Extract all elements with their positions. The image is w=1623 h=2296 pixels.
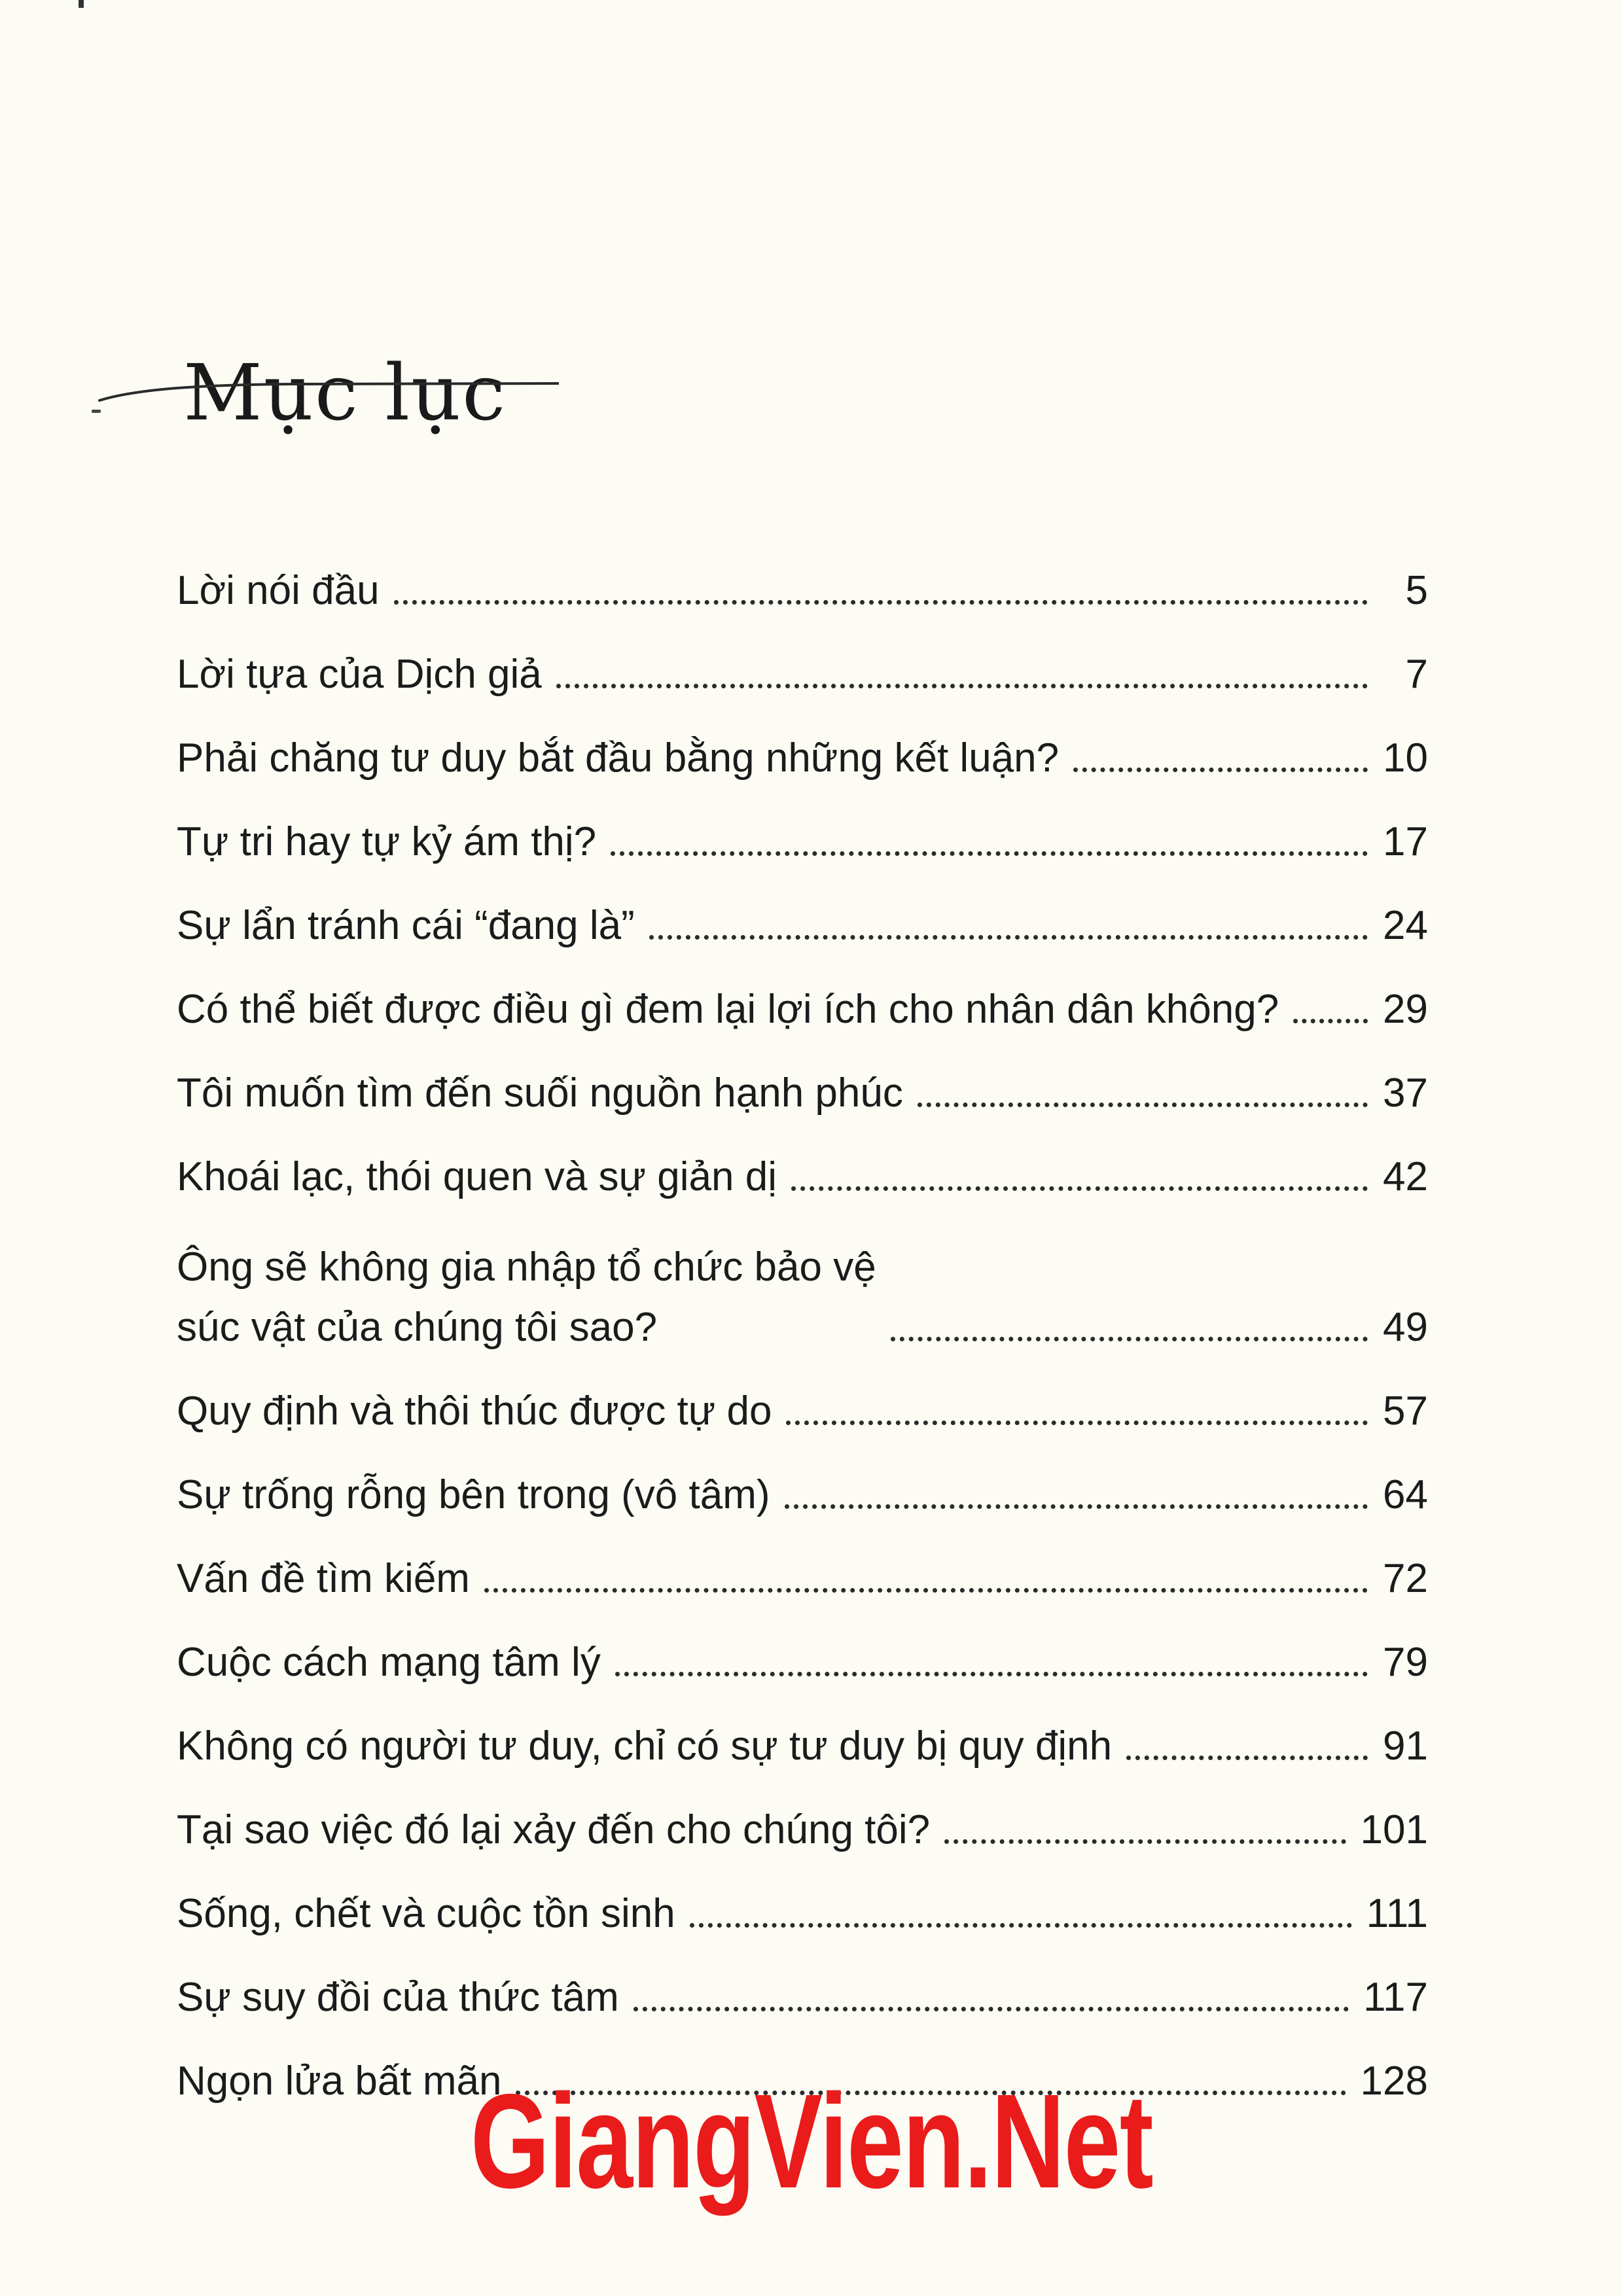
toc-entry[interactable] bbox=[177, 862, 1428, 946]
toc-entry-page: 10 bbox=[1383, 735, 1428, 781]
toc-entry-page: 128 bbox=[1360, 2058, 1428, 2104]
toc-entry-title: Tại sao việc đó lại xảy đến cho chúng tôi? bbox=[177, 1807, 931, 1852]
toc-entry-page: 111 bbox=[1366, 1891, 1428, 1936]
toc-leader-dots bbox=[690, 1923, 1352, 1928]
toc-leader-dots bbox=[1126, 1756, 1368, 1760]
toc-entry-title bbox=[177, 1247, 876, 1348]
toc-entry-title: Khoái lạc, thói quen và sự giản dị bbox=[177, 1154, 777, 1199]
toc-entry-page: 72 bbox=[1383, 1556, 1428, 1601]
toc-entry[interactable] bbox=[177, 1348, 1428, 1432]
toc-entry-page: 101 bbox=[1360, 1807, 1428, 1852]
scan-side-mark bbox=[92, 410, 101, 413]
toc-entry-page: 42 bbox=[1383, 1154, 1428, 1199]
toc-entry-page: 49 bbox=[1383, 1305, 1428, 1350]
toc-entry-page: 64 bbox=[1383, 1472, 1428, 1517]
title-underline bbox=[98, 381, 559, 402]
toc-entry-title: Tự tri hay tự kỷ ám thị? bbox=[177, 819, 597, 864]
toc-leader-dots bbox=[615, 1672, 1368, 1676]
toc-leader-dots bbox=[786, 1421, 1368, 1425]
toc-entry-title: Tôi muốn tìm đến suối nguồn hạnh phúc bbox=[177, 1070, 903, 1116]
table-of-contents bbox=[177, 527, 1428, 2102]
toc-entry[interactable] bbox=[177, 1114, 1428, 1197]
toc-entry-page: 5 bbox=[1405, 568, 1428, 613]
page-title: Mục lục bbox=[183, 347, 507, 438]
toc-entry[interactable] bbox=[177, 1934, 1428, 2018]
toc-entry-page: 29 bbox=[1383, 987, 1428, 1032]
toc-entry[interactable] bbox=[177, 1197, 1428, 1348]
toc-entry-title: Phải chăng tư duy bắt đầu bằng những kết luận? bbox=[177, 735, 1060, 781]
toc-entry-title: Lời tựa của Dịch giả bbox=[177, 652, 542, 697]
toc-entry[interactable] bbox=[177, 1767, 1428, 1850]
toc-entry[interactable] bbox=[177, 695, 1428, 779]
toc-entry-title: Sự trống rỗng bên trong (vô tâm) bbox=[177, 1472, 770, 1517]
toc-entry-title: Ngọn lửa bất mãn bbox=[177, 2058, 502, 2104]
toc-entry-title: Sự suy đồi của thức tâm bbox=[177, 1975, 619, 2020]
toc-leader-dots bbox=[891, 1337, 1368, 1341]
toc-leader-dots bbox=[649, 935, 1368, 940]
toc-entry-title-line: Ông sẽ không gia nhập tổ chức bảo vệ bbox=[177, 1245, 876, 1290]
toc-entry[interactable] bbox=[177, 1432, 1428, 1515]
toc-entry[interactable] bbox=[177, 946, 1428, 1030]
toc-entry-page: 91 bbox=[1383, 1723, 1428, 1769]
toc-entry-page: 17 bbox=[1383, 819, 1428, 864]
toc-entry-page: 57 bbox=[1383, 1388, 1428, 1434]
scan-corner-mark bbox=[79, 0, 84, 8]
toc-entry-title-line: súc vật của chúng tôi sao? bbox=[177, 1305, 658, 1350]
toc-entry[interactable] bbox=[177, 1850, 1428, 1934]
toc-leader-dots bbox=[1293, 1019, 1368, 1023]
toc-entry-title: Có thể biết được điều gì đem lại lợi ích cho nhân dân không? bbox=[177, 987, 1279, 1032]
toc-entry-page: 37 bbox=[1383, 1070, 1428, 1116]
toc-entry-title: Quy định và thôi thúc được tự do bbox=[177, 1388, 772, 1434]
toc-entry[interactable] bbox=[177, 1683, 1428, 1767]
toc-entry-title: Vấn đề tìm kiếm bbox=[177, 1556, 470, 1601]
toc-entry-page: 117 bbox=[1363, 1975, 1428, 2020]
toc-entry[interactable] bbox=[177, 1599, 1428, 1683]
toc-entry[interactable] bbox=[177, 1030, 1428, 1114]
toc-entry-title: Lời nói đầu bbox=[177, 568, 380, 613]
toc-leader-dots bbox=[633, 2007, 1349, 2011]
toc-leader-dots bbox=[1073, 768, 1368, 772]
watermark-text: GiangVien.Net bbox=[470, 2066, 1153, 2216]
toc-leader-dots bbox=[944, 1839, 1346, 1844]
toc-entry-title: Sự lẩn tránh cái “đang là” bbox=[177, 903, 635, 948]
toc-entry-title: Sống, chết và cuộc tồn sinh bbox=[177, 1891, 675, 1936]
toc-leader-dots bbox=[785, 1504, 1368, 1509]
toc-leader-dots bbox=[556, 684, 1368, 688]
toc-entry-title: Không có người tư duy, chỉ có sự tư duy bị quy định bbox=[177, 1723, 1113, 1769]
toc-entry[interactable] bbox=[177, 1515, 1428, 1599]
toc-entry-page: 24 bbox=[1383, 903, 1428, 948]
toc-leader-dots bbox=[918, 1103, 1368, 1107]
toc-leader-dots bbox=[394, 600, 1368, 605]
toc-leader-dots bbox=[484, 1588, 1368, 1593]
toc-entry[interactable] bbox=[177, 611, 1428, 695]
toc-leader-dots bbox=[791, 1186, 1368, 1191]
toc-entry[interactable] bbox=[177, 527, 1428, 611]
toc-entry-page: 79 bbox=[1383, 1640, 1428, 1685]
toc-entry-title: Cuộc cách mạng tâm lý bbox=[177, 1640, 601, 1685]
toc-entry-page: 7 bbox=[1405, 652, 1428, 697]
toc-leader-dots bbox=[611, 851, 1368, 856]
toc-entry[interactable] bbox=[177, 779, 1428, 862]
